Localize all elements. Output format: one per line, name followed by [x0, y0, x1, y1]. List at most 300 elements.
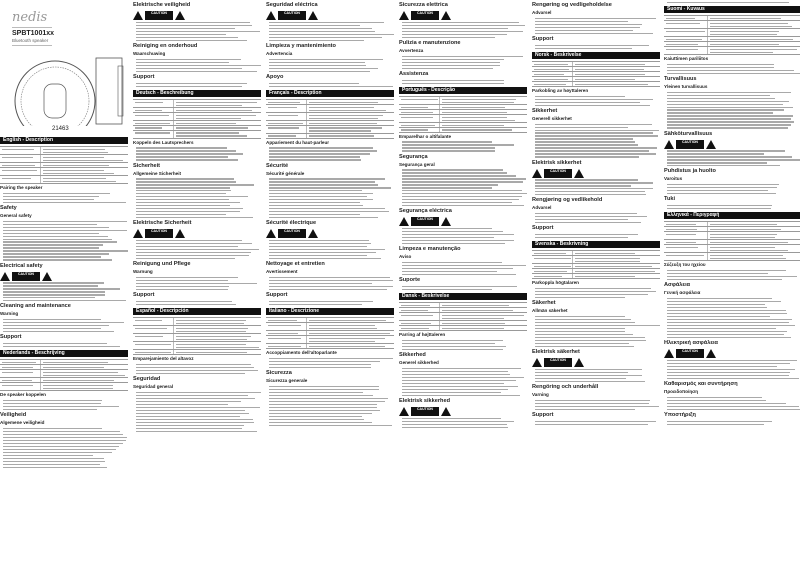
text-line [401, 117, 433, 118]
table-cell [573, 67, 660, 71]
text-line [3, 440, 126, 441]
text-line [667, 403, 786, 404]
table-cell [307, 336, 394, 343]
table-cell [664, 16, 708, 20]
section-heading: Turvallisuus [664, 75, 697, 82]
section-heading: Pulizia e manutenzione [399, 39, 461, 46]
text-line [666, 18, 695, 19]
text-line [136, 392, 261, 393]
text-line [667, 279, 782, 280]
text-line [43, 380, 114, 381]
text-line [176, 320, 246, 321]
section-heading: Rengöring och underhåll [532, 383, 599, 390]
text-line [402, 386, 518, 387]
text-line [136, 83, 247, 84]
table-row [399, 97, 527, 105]
column-1 [0, 0, 128, 468]
table-cell [174, 318, 261, 325]
text-line [136, 395, 248, 396]
caution-symbols [664, 349, 800, 358]
section-heading: Advarsel [532, 205, 552, 211]
text-line [402, 377, 524, 378]
table-row [133, 318, 261, 326]
text-line [667, 70, 794, 71]
text-line [269, 147, 373, 148]
section-heading: Varning [532, 391, 549, 397]
table-cell [266, 331, 307, 335]
table-cell [307, 100, 394, 104]
section-heading: Seguridad eléctrica [266, 2, 318, 8]
text-line [401, 315, 433, 316]
text-line [176, 127, 248, 128]
text-line [43, 152, 108, 153]
text-line [667, 124, 791, 125]
text-line [2, 178, 31, 179]
table-cell [0, 370, 41, 377]
text-line [710, 237, 775, 238]
text-line [269, 34, 394, 35]
table-cell [708, 47, 800, 54]
text-line [402, 346, 506, 347]
text-line [534, 276, 562, 277]
caution-symbols [133, 11, 261, 20]
table-row [664, 232, 800, 240]
text-line [667, 153, 764, 154]
section-heading: Support [133, 73, 155, 80]
text-line [667, 73, 800, 74]
table-row [0, 147, 128, 155]
text-line [269, 153, 370, 154]
table-cell [532, 82, 573, 86]
warning-triangle-icon [133, 229, 143, 238]
text-line [3, 236, 108, 237]
warning-triangle-icon [664, 349, 674, 358]
text-line [667, 424, 764, 425]
text-line [269, 422, 372, 423]
section-heading: Varoitus [664, 176, 683, 182]
text-line [269, 59, 383, 60]
section-heading: Σύζευξη του ηχείου [664, 262, 706, 268]
text-line [402, 187, 492, 188]
text-line [3, 224, 97, 225]
text-line [269, 289, 387, 290]
text-line [269, 211, 389, 212]
text-line [135, 336, 163, 337]
table-row [532, 82, 660, 87]
text-line [136, 217, 253, 218]
text-line [535, 334, 633, 335]
text-line [667, 98, 775, 99]
table-cell [0, 176, 41, 183]
text-line [3, 259, 112, 260]
text-line [402, 83, 504, 84]
text-line [402, 343, 495, 344]
section-heading: Accoppiamento dell'altoparlante [266, 350, 337, 356]
text-line [442, 310, 513, 311]
text-line [535, 179, 638, 180]
table-cell [133, 108, 174, 112]
table-cell [399, 115, 440, 122]
text-line [268, 115, 298, 116]
text-line [176, 110, 252, 111]
table-cell [174, 342, 261, 349]
caution-label: CAUTION [544, 169, 572, 178]
text-line [710, 242, 788, 243]
text-line [535, 213, 637, 214]
table-cell [133, 100, 174, 107]
parts-table [399, 96, 527, 133]
table-cell [133, 342, 174, 349]
table-row [664, 29, 800, 37]
text-line [269, 389, 379, 390]
text-line [667, 276, 797, 277]
language-section-header: Português - Descrição [399, 87, 527, 94]
text-line [402, 65, 500, 66]
text-line [269, 280, 393, 281]
text-line [135, 132, 170, 133]
text-line [667, 92, 791, 93]
text-line [269, 395, 373, 396]
section-heading: Sécurité [266, 162, 289, 169]
table-cell [307, 331, 394, 335]
text-line [3, 256, 101, 257]
text-line [43, 178, 106, 179]
table-row [266, 105, 394, 113]
text-line [666, 39, 702, 40]
text-line [3, 452, 112, 453]
text-line [136, 280, 228, 281]
warning-triangle-icon [532, 358, 542, 367]
section-heading: Support [133, 292, 155, 299]
text-line [2, 380, 32, 381]
text-line [309, 107, 374, 108]
text-line [535, 403, 649, 404]
table-cell [440, 105, 527, 109]
table-cell [532, 251, 573, 255]
text-line [176, 347, 259, 348]
text-line [136, 422, 254, 423]
table-cell [133, 350, 174, 354]
text-line [402, 196, 522, 197]
warning-triangle-icon [308, 229, 318, 238]
text-line [3, 343, 107, 344]
table-cell [573, 264, 660, 268]
text-line [575, 79, 635, 80]
table-row [266, 344, 394, 349]
text-line [534, 69, 569, 70]
text-line [3, 282, 104, 283]
text-line [136, 211, 240, 212]
language-section-header: English - Description [0, 137, 128, 144]
text-line [402, 147, 495, 148]
text-line [666, 242, 696, 243]
text-line [667, 304, 765, 305]
text-line [710, 31, 779, 32]
warning-triangle-icon [574, 358, 584, 367]
text-line [402, 34, 507, 35]
table-cell [41, 176, 128, 183]
text-line [667, 313, 787, 314]
text-line [535, 156, 639, 157]
parts-table [664, 15, 800, 55]
text-line [535, 343, 629, 344]
text-line [442, 305, 509, 306]
section-heading: Avertissement [266, 269, 298, 275]
section-heading: Generel sikkerhed [399, 360, 439, 366]
text-line [269, 249, 385, 250]
caution-symbols [399, 217, 527, 226]
section-heading: Support [532, 411, 554, 418]
section-heading: Sicherheit [133, 162, 161, 169]
table-row [399, 313, 527, 321]
section-heading: Algemene veiligheid [0, 420, 45, 426]
text-line [667, 2, 789, 3]
text-line [3, 221, 127, 222]
text-line [710, 39, 794, 40]
section-heading: Προειδοποίηση [664, 388, 699, 394]
text-line [136, 419, 253, 420]
table-cell [0, 163, 41, 167]
table-cell [440, 313, 527, 320]
text-line [135, 344, 171, 345]
text-line [402, 289, 492, 290]
table-cell [573, 62, 660, 66]
language-section-header: Norsk - Beskrivelse [532, 52, 660, 59]
table-cell [41, 383, 128, 390]
text-line [442, 112, 507, 113]
text-line [402, 181, 523, 182]
text-line [401, 125, 435, 126]
table-row [133, 113, 261, 121]
text-line [136, 193, 226, 194]
table-cell [440, 308, 527, 312]
table-row [266, 336, 394, 344]
text-line [2, 170, 37, 171]
text-line [402, 427, 508, 428]
table-cell [307, 323, 394, 330]
table-cell [266, 134, 307, 138]
text-line [442, 129, 512, 130]
table-cell [0, 360, 41, 364]
table-cell [708, 21, 800, 28]
text-line [3, 446, 119, 447]
table-row [266, 323, 394, 331]
text-line [136, 184, 254, 185]
table-row [0, 176, 128, 184]
text-line [269, 190, 362, 191]
text-line [667, 112, 773, 113]
text-line [268, 338, 301, 339]
language-section-header: Dansk - Beskrivelse [399, 293, 527, 300]
text-line [269, 187, 391, 188]
text-line [2, 362, 36, 363]
text-line [710, 255, 784, 256]
text-line [136, 364, 251, 365]
text-line [309, 328, 377, 329]
table-row [133, 100, 261, 108]
text-line [309, 118, 378, 119]
column-4 [399, 0, 527, 428]
section-heading: Limpeza e manutenção [399, 246, 461, 253]
section-heading: Elektrisk sikkerhed [399, 397, 450, 404]
table-cell [133, 113, 174, 120]
text-line [269, 205, 363, 206]
text-line [268, 320, 297, 321]
text-line [269, 196, 367, 197]
text-line [2, 367, 33, 368]
text-line [269, 62, 365, 63]
table-row [664, 245, 800, 253]
section-heading: Electrical safety [0, 262, 43, 269]
table-row [399, 326, 527, 331]
text-line [402, 184, 498, 185]
text-line [136, 413, 249, 414]
caution-symbols [399, 407, 527, 416]
text-line [269, 184, 378, 185]
text-line [667, 319, 792, 320]
text-line [402, 80, 504, 81]
text-line [442, 107, 505, 108]
table-cell [266, 336, 307, 343]
text-line [535, 328, 625, 329]
text-line [269, 240, 369, 241]
section-heading: Limpieza y mantenimiento [266, 42, 336, 49]
text-line [535, 130, 659, 131]
text-line [667, 375, 789, 376]
text-line [667, 409, 800, 410]
warning-triangle-icon [441, 407, 451, 416]
table-cell [664, 222, 708, 226]
text-line [136, 249, 259, 250]
table-cell [573, 82, 660, 86]
text-line [136, 398, 255, 399]
table-cell [664, 47, 708, 54]
text-line [136, 181, 236, 182]
text-line [269, 258, 381, 259]
text-line [535, 105, 650, 106]
warning-triangle-icon [441, 217, 451, 226]
text-line [402, 286, 517, 287]
table-cell [399, 313, 440, 320]
section-heading: Ηλεκτρική ασφάλεια [664, 339, 718, 346]
text-line [3, 403, 101, 404]
text-line [136, 159, 238, 160]
text-line [575, 271, 655, 272]
text-line [667, 273, 768, 274]
text-line [401, 129, 428, 130]
text-line [535, 400, 650, 401]
text-line [269, 37, 382, 38]
text-line [3, 467, 107, 468]
section-heading: Elektrisk sikkerhet [532, 159, 582, 166]
text-line [269, 407, 377, 408]
caution-symbols [266, 11, 394, 20]
text-line [402, 271, 497, 272]
text-line [3, 443, 123, 444]
text-line [269, 178, 385, 179]
table-cell [266, 126, 307, 133]
text-line [269, 410, 380, 411]
text-line [534, 84, 566, 85]
text-line [535, 144, 638, 145]
text-line [402, 237, 494, 238]
table-cell [532, 269, 573, 273]
text-line [667, 366, 777, 367]
text-line [667, 298, 772, 299]
section-heading: Appariement du haut-parleur [266, 139, 330, 145]
table-cell [399, 128, 440, 132]
text-line [136, 370, 258, 371]
table-cell [266, 318, 307, 322]
table-cell [664, 232, 708, 239]
text-line [710, 26, 793, 27]
text-line [269, 301, 373, 302]
column-5 [532, 0, 660, 425]
table-row [133, 342, 261, 350]
text-line [535, 409, 635, 410]
text-line [2, 372, 33, 373]
text-line [667, 334, 784, 335]
text-line [402, 424, 507, 425]
section-heading: Sicurezza generale [266, 377, 308, 383]
text-line [43, 362, 108, 363]
text-line [136, 301, 232, 302]
text-line [269, 214, 360, 215]
language-section-header: Italiano - Descrizione [266, 308, 394, 315]
speaker-drawing [0, 46, 128, 126]
text-line [402, 389, 508, 390]
text-line [667, 104, 783, 105]
text-line [269, 277, 390, 278]
text-line [534, 64, 568, 65]
table-cell [307, 121, 394, 125]
text-line [402, 395, 520, 396]
section-heading: Generell sikkerhet [532, 115, 572, 121]
text-line [401, 310, 428, 311]
table-cell [664, 37, 708, 41]
text-line [3, 437, 127, 438]
text-line [535, 124, 652, 125]
text-line [176, 352, 247, 353]
table-row [399, 115, 527, 123]
text-line [402, 31, 523, 32]
text-line [402, 274, 516, 275]
warning-triangle-icon [133, 11, 143, 20]
text-line [535, 18, 656, 19]
text-line [269, 252, 376, 253]
text-line [667, 156, 792, 157]
text-line [309, 127, 382, 128]
text-line [402, 392, 501, 393]
text-line [667, 193, 776, 194]
text-line [269, 86, 393, 87]
section-heading: Warnung [133, 269, 153, 275]
text-line [309, 346, 385, 347]
text-line [402, 178, 526, 179]
caution-label: CAUTION [145, 11, 173, 20]
section-heading: Support [532, 225, 554, 232]
table-cell [41, 360, 128, 364]
section-heading: Sécurité électrique [266, 220, 317, 227]
text-line [176, 344, 246, 345]
text-line [667, 67, 774, 68]
text-line [442, 99, 516, 100]
text-line [535, 340, 646, 341]
text-line [136, 68, 242, 69]
text-line [176, 105, 242, 106]
text-line [667, 372, 790, 373]
section-heading: Seguridad [133, 375, 161, 382]
